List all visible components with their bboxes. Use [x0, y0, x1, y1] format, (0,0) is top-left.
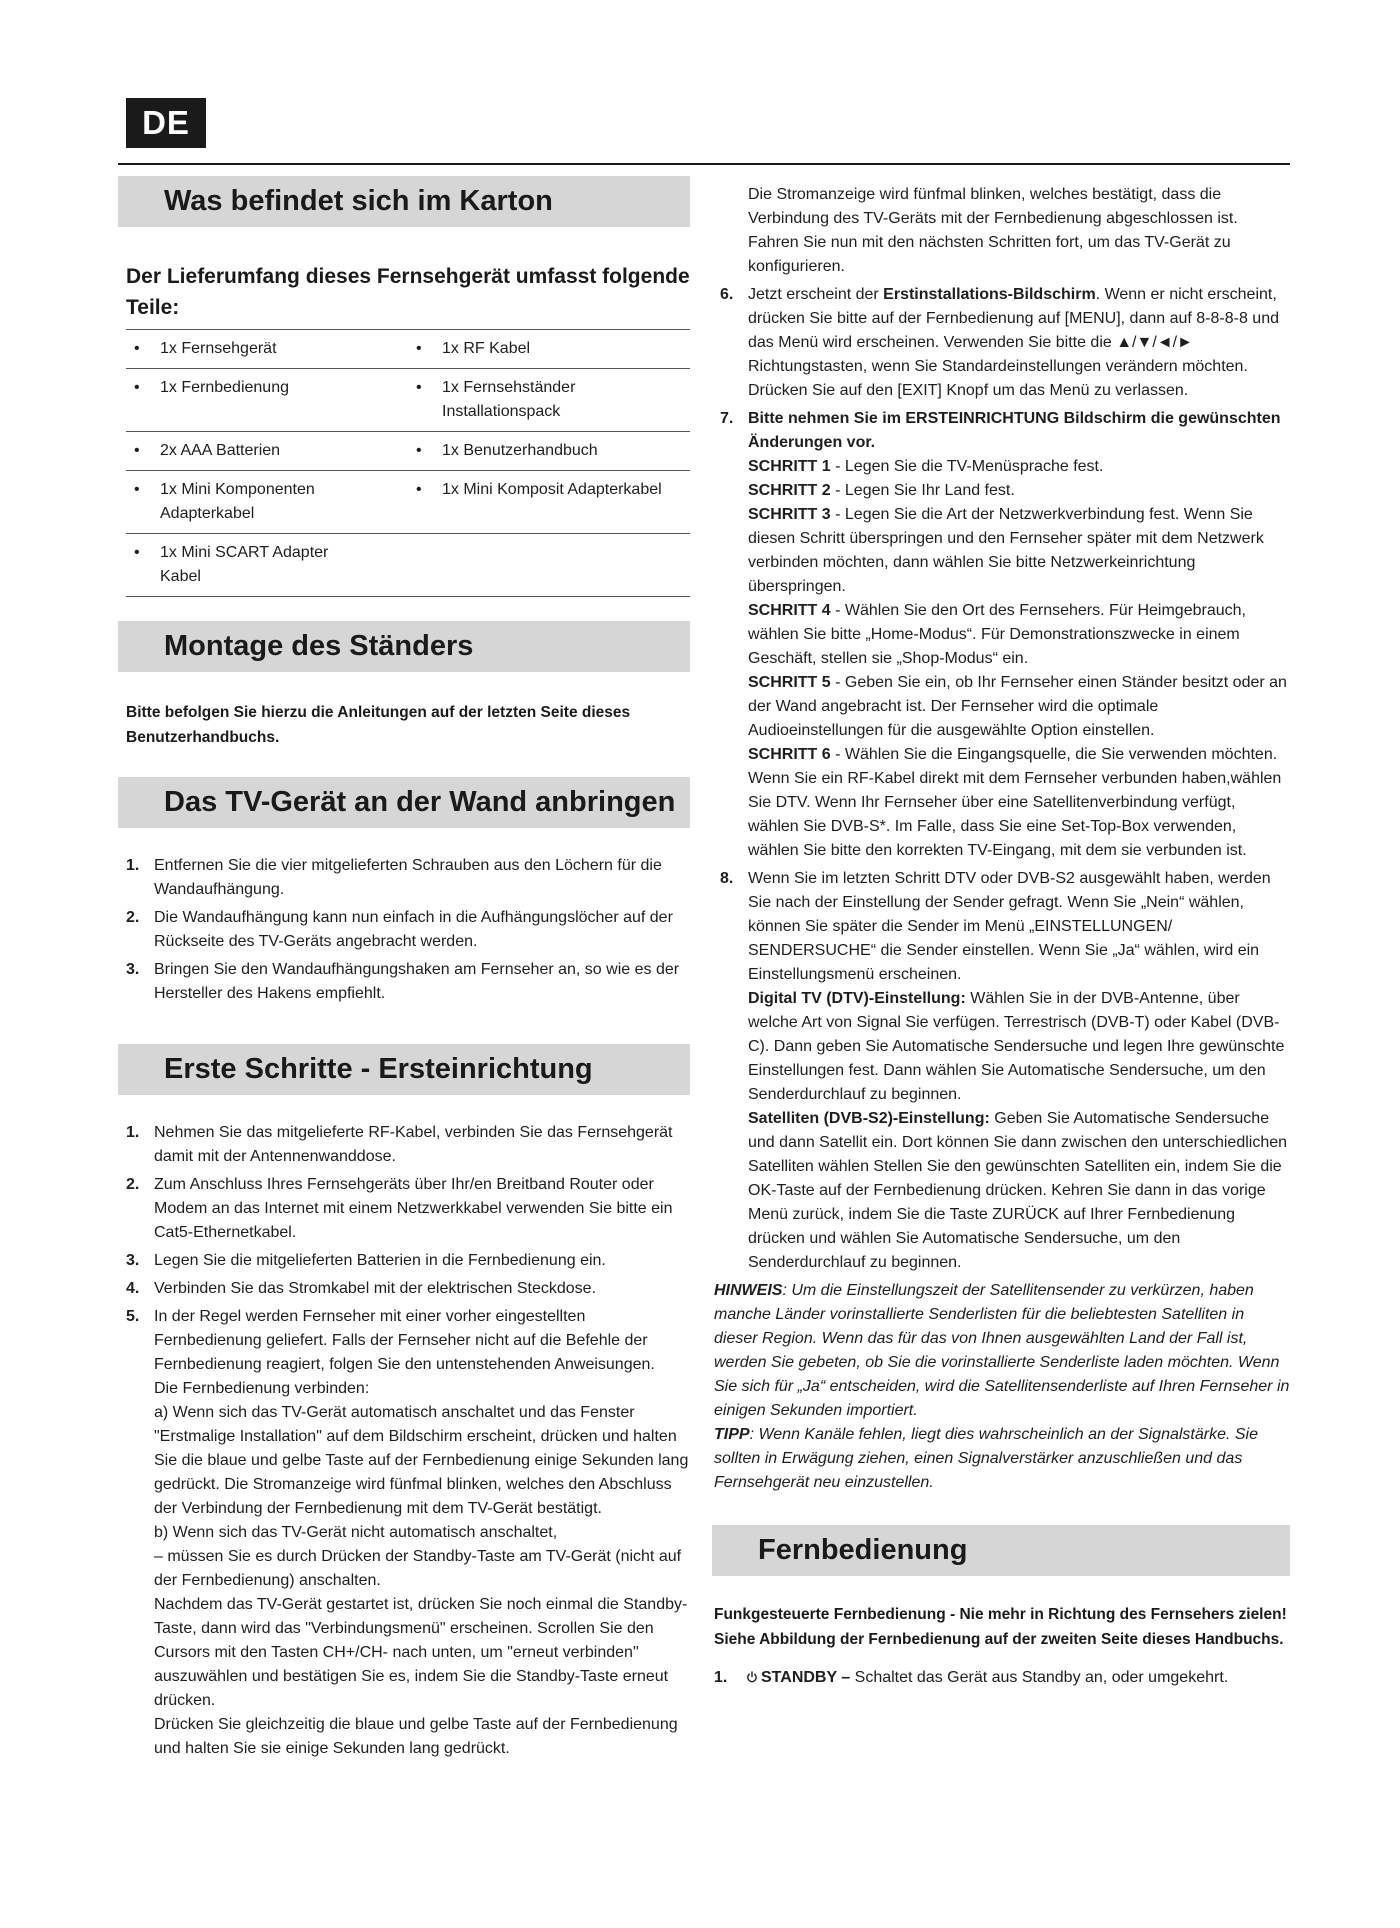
item5-para: Drücken Sie gleichzeitig die blaue und gelbe Taste auf der Fernbedienung und halten Sie sie einige Sekunden lang gedrückt. — [154, 1716, 678, 1757]
right-column — [712, 183, 1290, 1694]
setup-list-continued — [712, 283, 1290, 1275]
parts-row — [126, 432, 690, 471]
remote-item-standby: 1. STANDBY – Schaltet das Gerät aus Standby an, oder umgekehrt. — [714, 1669, 1229, 1686]
list-item: 3. Bringen Sie den Wandaufhängungshaken am Fernseher an, so wie es der Hersteller des Hakens empfiehlt. — [126, 961, 680, 1002]
parts-row — [126, 534, 690, 597]
section-title-erste-schritte: Erste Schritte - Ersteinrichtung — [118, 1044, 690, 1095]
list-item: 8. Wenn Sie im letzten Schritt DTV oder DVB-S2 ausgewählt haben, werden Sie nach der Einstellung der Sender gefragt. Wenn Sie „Nein“ wählen, können Sie später die Sender im Menü „EINSTELLUNGEN/ SENDERSUCHE“ die Sender einstellen. Wenn Sie „Ja“ wählen, wird ein Einstellungsmenü erscheinen. Digital TV (DTV)-Einstellung: Wählen Sie in der DVB-Antenne, über welche Art von Signal Sie verfügen. Terrestrisch (DVB-T) oder Kabel (DVB-C). Dann geben Sie Automatische Sendersuche und legen Ihre gewünschte Einstellungen fest. Dann wählen Sie Automatische Sendersuche, um den Senderdurchlauf zu beginnen. Satelliten (DVB-S2)-Einstellung: Geben Sie Automatische Sendersuche und dann Satellit ein. Dort können Sie dann zwischen den unterschiedlichen Satelliten wählen Stellen Sie den gewünschten Satelliten ein, indem Sie die OK-Taste auf der Fernbedienung drücken. Kehren Sie dann in das vorige Menü zurück, indem Sie die Taste ZURÜCK auf Ihrer Fernbedienung drücken und wählen Sie Automatische Sendersuche, um den Senderdurchlauf zu beginnen. — [720, 870, 1288, 1271]
parts-item: • 1x Fernbedienung — [126, 369, 408, 431]
list-item: 2. Zum Anschluss Ihres Fernsehgeräts über Ihr/en Breitband Router oder Modem an das Internet mit einem Netzwerkkabel verwenden Sie bitte ein Cat5-Ethernetkabel. — [126, 1176, 673, 1241]
list-item: 7. Bitte nehmen Sie im ERSTEINRICHTUNG Bildschirm die gewünschten Änderungen vor. SCHRITT 1 - Legen Sie die TV-Menüsprache fest. SCHRITT 2 - Legen Sie Ihr Land fest. SCHRITT 3 - Legen Sie die Art der Netzwerkverbindung fest. Wenn Sie diesen Schritt überspringen und den Fernseher später mit dem Netzwerk verbinden möchten, dann wählen Sie bitte Netzwerkeinrichtung überspringen. SCHRITT 4 - Wählen Sie den Ort des Fernsehers. Für Heimgebrauch, wählen Sie bitte „Home-Modus“. Für Demonstrationszwecke in einem Geschäft, stellen sie „Shop-Modus“ ein. SCHRITT 5 - Geben Sie ein, ob Ihr Fernseher einen Ständer besitzt oder an der Wand angebracht ist. Der Fernseher wird die optimale Audioeinstellungen für die ausgewählte Option einstellen. SCHRITT 6 - Wählen Sie die Eingangsquelle, die Sie verwenden möchten. Wenn Sie ein RF-Kabel direkt mit dem Fernseher verbunden haben,wählen Sie DTV. Wenn Ihr Fernseher über eine Satellitenverbindung verfügt, wählen Sie DVB-S*. Im Falle, dass Sie eine Set-Top-Box verwenden, wählen Sie bitte den korrekten TV-Eingang, mit dem sie verbunden ist. — [712, 407, 1290, 863]
parts-row — [126, 369, 690, 432]
step-line: SCHRITT 4 - Wählen Sie den Ort des Fernsehers. Für Heimgebrauch, wählen Sie bitte „Home-Modus“. Für Demonstrationszwecke in einem Geschäft, stellen sie „Shop-Modus“ ein. — [748, 602, 1246, 667]
parts-row — [126, 330, 690, 369]
parts-row — [126, 471, 690, 534]
parts-item: • 1x Mini SCART Adapter Kabel — [126, 534, 408, 596]
section-title-wand: Das TV-Gerät an der Wand anbringen — [118, 777, 690, 828]
step-line: SCHRITT 6 - Wählen Sie die Eingangsquelle, die Sie verwenden möchten. Wenn Sie ein RF-Kabel direkt mit dem Fernseher verbunden haben,wählen Sie DTV. Wenn Ihr Fernseher über eine Satellitenverbindung verfügt, wählen Sie DVB-S*. Im Falle, dass Sie eine Set-Top-Box verwenden, wählen Sie bitte den korrekten TV-Eingang, mit dem sie verbunden ist. — [748, 746, 1282, 859]
item5-para: In der Regel werden Fernseher mit einer vorher eingestellten Fernbedienung geliefert. Falls der Fernseher nicht auf die Befehle der Fernbedienung reagiert, folgen Sie den untenstehenden Anweisungen. — [154, 1308, 655, 1373]
parts-item: • 1x Fernsehständer Installationspack — [408, 369, 690, 431]
parts-item: • 1x Mini Komposit Adapterkabel — [408, 471, 690, 533]
left-column — [118, 176, 690, 1765]
list-item: 1. Entfernen Sie die vier mitgelieferten Schrauben aus den Löchern für die Wandaufhängung. — [126, 857, 662, 898]
power-icon — [746, 1671, 758, 1683]
item5-para: Die Fernbedienung verbinden: — [154, 1380, 370, 1397]
parts-item: • 1x Fernsehgerät — [126, 330, 408, 368]
section-title-fernbedienung: Fernbedienung — [712, 1525, 1290, 1576]
parts-item: • 1x Benutzerhandbuch — [408, 432, 690, 470]
karton-subtitle: Der Lieferumfang dieses Fernsehgerät umfasst folgende Teile: — [126, 265, 690, 319]
step-line: SCHRITT 5 - Geben Sie ein, ob Ihr Fernseher einen Ständer besitzt oder an der Wand angebracht ist. Der Fernseher wird die optimale Audioeinstellungen für die ausgewählte Option einstellen. — [748, 674, 1287, 739]
item5-para: b) Wenn sich das TV-Gerät nicht automatisch anschaltet, — [154, 1524, 558, 1541]
tipp-note: TIPP: Wenn Kanäle fehlen, liegt dies wahrscheinlich an der Signalstärke. Sie sollten in Erwägung ziehen, einen Signalverstärker anzuschließen und das Fernsehgerät neu einzustellen. — [714, 1426, 1259, 1491]
list-item: 2. Die Wandaufhängung kann nun einfach in die Aufhängungslöcher auf der Rückseite des TV-Geräts angebracht werden. — [126, 909, 673, 950]
continued-text: Die Stromanzeige wird fünfmal blinken, welches bestätigt, dass die Verbindung des TV-Geräts mit der Fernbedienung abgeschlossen ist. Fahren Sie nun mit den nächsten Schritten fort, um das TV-Gerät zu konfigurieren. — [748, 186, 1238, 275]
list-item: 1. Nehmen Sie das mitgelieferte RF-Kabel, verbinden Sie das Fernsehgerät damit mit der Antennenwanddose. — [126, 1124, 673, 1165]
header-rule — [118, 163, 1290, 165]
item5-para: Nachdem das TV-Gerät gestartet ist, drücken Sie noch einmal die Standby-Taste, dann wird das "Verbindungsmenü" erscheinen. Scrollen Sie den Cursors mit den Tasten CH+/CH- nach unten, um "erneut verbinden" auszuwählen und bestätigen Sie es, indem Sie die Standby-Taste erneut drücken. — [154, 1596, 688, 1709]
parts-table — [126, 329, 690, 597]
erste-schritte-list — [118, 1121, 690, 1761]
list-item: 5. In der Regel werden Fernseher mit einer vorher eingestellten Fernbedienung geliefert. Falls der Fernseher nicht auf die Befehle der Fernbedienung reagiert, folgen Sie den untenstehenden Anweisungen. Die Fernbedienung verbinden: a) Wenn sich das TV-Gerät automatisch anschaltet und das Fenster "Erstmalige Installation" auf dem Bildschirm erscheint, drücken und halten Sie die blaue und gelbe Taste auf der Fernbedienung einige Sekunden lang gedrückt. Die Stromanzeige wird fünfmal blinken, welches den Abschluss der Verbindung der Fernbedienung mit dem TV-Gerät bestätigt. b) Wenn sich das TV-Gerät nicht automatisch anschaltet, – müssen Sie es durch Drücken der Standby-Taste am TV-Gerät (nicht auf der Fernbedienung) anschalten. Nachdem das TV-Gerät gestartet ist, drücken Sie noch einmal die Standby-Taste, dann wird das "Verbindungsmenü" erscheinen. Scrollen Sie den Cursors mit den Tasten CH+/CH- nach unten, um "erneut verbinden" auszuwählen und bestätigen Sie es, indem Sie die Standby-Taste erneut drücken. Drücken Sie gleichzeitig die blaue und gelbe Taste auf der Fernbedienung und halten Sie sie einige Sekunden lang gedrückt. — [118, 1305, 690, 1761]
parts-item: • 2x AAA Batterien — [126, 432, 408, 470]
list-item: 6. Jetzt erscheint der Erstinstallations-Bildschirm. Wenn er nicht erscheint, drücken Sie bitte auf der Fernbedienung auf [MENU], dann auf 8-8-8-8 und das Menü wird erscheinen. Verwenden Sie bitte die ▲/▼/◄/► Richtungstasten, wenn Sie Standardeinstellungen verändern möchten. Drücken Sie auf den [EXIT] Knopf um das Menü zu verlassen. — [720, 286, 1279, 399]
item5-para: a) Wenn sich das TV-Gerät automatisch anschaltet und das Fenster "Erstmalige Installation" auf dem Bildschirm erscheint, drücken und halten Sie die blaue und gelbe Taste auf der Fernbedienung einige Sekunden lang gedrückt. Die Stromanzeige wird fünfmal blinken, welches den Abschluss der Verbindung der Fernbedienung mit dem TV-Gerät bestätigt. — [154, 1404, 689, 1517]
list-item: 3. Legen Sie die mitgelieferten Batterien in die Fernbedienung ein. — [126, 1252, 606, 1269]
step-line: SCHRITT 1 - Legen Sie die TV-Menüsprache fest. — [748, 458, 1104, 475]
section-title-staender: Montage des Ständers — [118, 621, 690, 672]
parts-item: • 1x Mini Komponenten Adapterkabel — [126, 471, 408, 533]
staender-text: Bitte befolgen Sie hierzu die Anleitungen auf der letzten Seite dieses Benutzerhandbuchs. — [126, 704, 631, 746]
language-badge: DE — [126, 98, 206, 148]
step-line: SCHRITT 2 - Legen Sie Ihr Land fest. — [748, 482, 1015, 499]
section-title-karton: Was befindet sich im Karton — [118, 176, 690, 227]
step-line: SCHRITT 3 - Legen Sie die Art der Netzwerkverbindung fest. Wenn Sie diesen Schritt überspringen und den Fernseher später mit dem Netzwerk verbinden möchten, dann wählen Sie bitte Netzwerkeinrichtung überspringen. — [748, 506, 1264, 595]
parts-item-empty — [408, 534, 690, 596]
wand-list — [118, 854, 690, 1006]
parts-item: • 1x RF Kabel — [408, 330, 690, 368]
item5-para: – müssen Sie es durch Drücken der Standby-Taste am TV-Gerät (nicht auf der Fernbedienung) anschalten. — [154, 1548, 682, 1589]
list-item: 4. Verbinden Sie das Stromkabel mit der elektrischen Steckdose. — [126, 1280, 597, 1297]
fernbedienung-intro: Funkgesteuerte Fernbedienung - Nie mehr in Richtung des Fernsehers zielen! Siehe Abbildung der Fernbedienung auf der zweiten Seite dieses Handbuchs. — [714, 1606, 1287, 1648]
hinweis-note: HINWEIS: Um die Einstellungszeit der Satellitensender zu verkürzen, haben manche Länder vorinstallierte Senderlisten für die beliebtesten Satelliten in dieser Region. Wenn das für das von Ihnen ausgewählten Land der Fall ist, werden Sie gebeten, ob Sie die vorinstallierte Senderliste laden möchten. Wenn Sie sich für „Ja“ entscheiden, wird die Satellitensenderliste auf Ihren Fernseher in einigen Sekunden importiert. — [714, 1282, 1290, 1419]
